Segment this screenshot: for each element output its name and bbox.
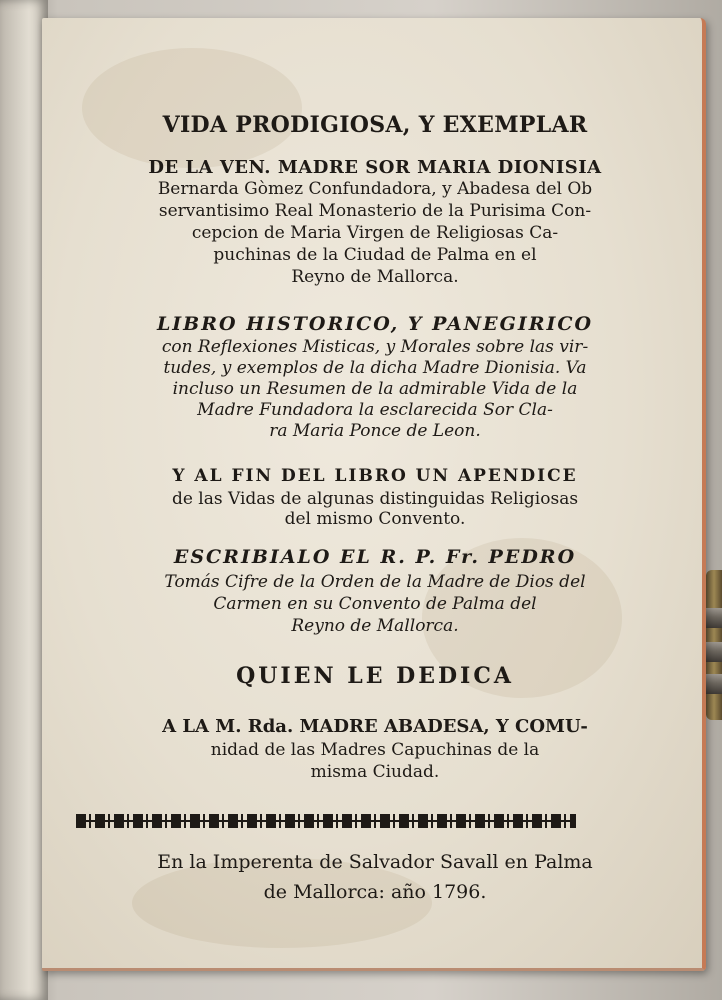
subject-line: puchinas de la Ciudad de Palma en el [213,245,537,265]
appendix-line: del mismo Convento. [284,509,466,529]
ornamental-rule-line [76,820,576,822]
facing-page-edge [0,0,48,1000]
dedication-line: A LA M. Rda. MADRE ABADESA, Y COMU- [162,716,588,737]
dedication-heading-block [60,665,690,691]
subject-line: cepcion de Maria Virgen de Religiosas Ca- [191,223,559,243]
description-line: ra Maria Ponce de Leon. [269,421,481,441]
appendix-line: de las Vidas de algunas distinguidas Religiosas [171,489,579,509]
description-line: tudes, y exemplos de la dicha Madre Dionisia. Va [163,358,587,378]
appendix-block [60,468,690,531]
title-line: VIDA PRODIGIOSA, Y EXEMPLAR [162,112,588,138]
subject-line: servantisimo Real Monasterio de la Purisima Con- [158,201,592,221]
description-heading: LIBRO HISTORICO, Y PANEGIRICO [156,313,594,335]
description-line: con Reflexiones Misticas, y Morales sobre las vir- [161,337,589,357]
dedication-line: nidad de las Madres Capuchinas de la [210,740,540,760]
author-line: Reyno de Mallorca. [291,616,459,636]
title-page [42,18,706,971]
imprint-line: de Mallorca: año 1796. [263,881,487,903]
imprint-block [60,853,690,909]
subject-block [60,159,690,291]
author-line: Tomás Cifre de la Orden de la Madre de Dios del [164,572,586,592]
book-title [60,114,690,140]
book-description-block [60,315,690,444]
subject-line: DE LA VEN. MADRE SOR MARIA DIONISIA [148,157,602,178]
imprint-line: En la Imperenta de Salvador Savall en Palma [157,851,593,873]
author-block [60,548,690,640]
appendix-heading: Y AL FIN DEL LIBRO UN APENDICE [172,466,578,486]
subject-line: Bernarda Gòmez Confundadora, y Abadesa del Ob [157,179,593,199]
dedication-line: misma Ciudad. [310,762,440,782]
author-heading: ESCRIBIALO EL R. P. Fr. PEDRO [173,546,577,568]
description-line: incluso un Resumen de la admirable Vida de la [172,379,578,399]
dedication-heading: QUIEN LE DEDICA [236,663,514,689]
author-line: Carmen en su Convento de Palma del [213,594,537,614]
description-line: Madre Fundadora la esclarecida Sor Cla- [197,400,553,420]
dedication-block [60,718,690,786]
subject-line: Reyno de Mallorca. [291,267,459,287]
